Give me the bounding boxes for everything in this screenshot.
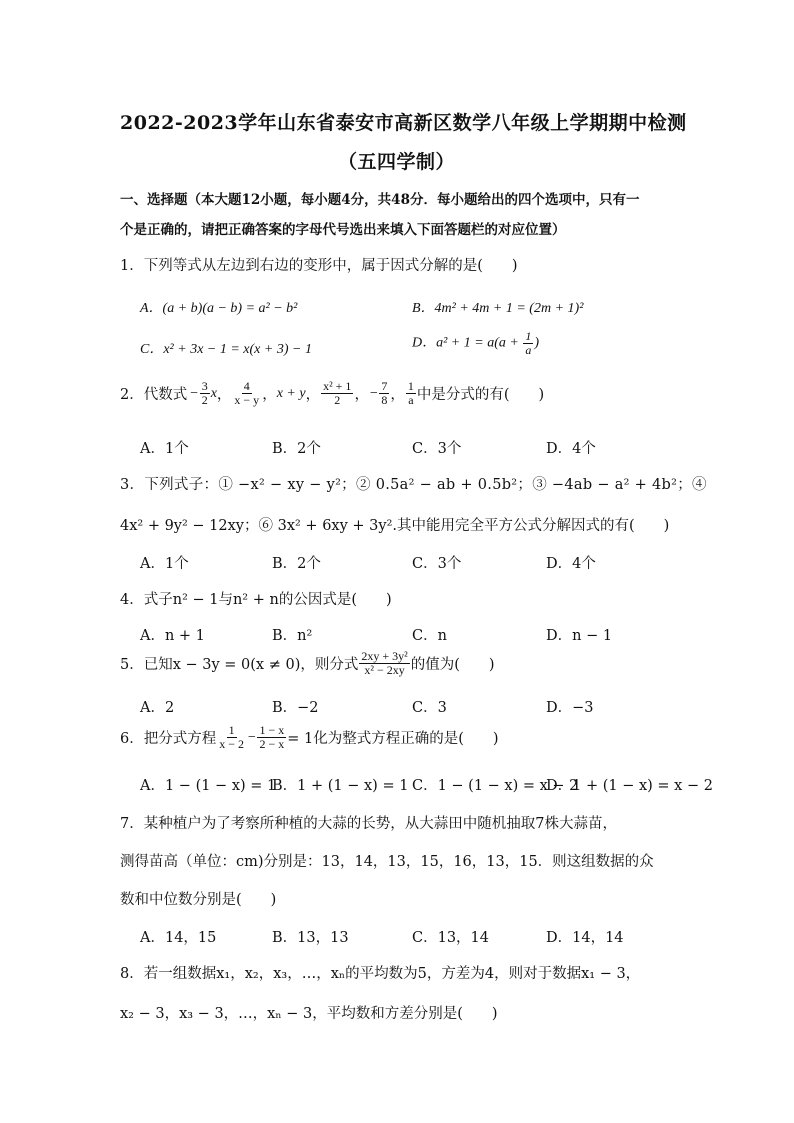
question-1-stem: 1．下列等式从左边到右边的变形中，属于因式分解的是( ) — [120, 258, 518, 274]
question-4-stem: 4．式子n² − 1与n² + n的公因式是( ) — [120, 592, 392, 608]
question-8-stem-line1: 8．若一组数据x₁，x₂，x₃，…，xₙ的平均数为5，方差为4，则对于数据x₁ − 3， — [120, 966, 641, 982]
question-5-option-a: A．2 — [140, 700, 175, 716]
question-4-option-b: B．n² — [272, 628, 313, 644]
question-6-option-d: D．1 + (1 − x) = x − 2 — [546, 778, 713, 794]
question-3-stem-line2: 4x² + 9y² − 12xy；⑥ 3x² + 6xy + 3y².其中能用完全平方公式分解因式的有( ) — [120, 518, 670, 534]
question-6-option-a: A．1 − (1 − x) = 1 — [140, 778, 277, 794]
question-5-stem: 5．已知x − 3y = 0(x ≠ 0)，则分式 $\frac{\text{2xy + 3y²}}{\text{x² − 2xy}}$ 的值为( ) — [120, 649, 495, 677]
question-2-option-b: B．2个 — [272, 441, 321, 457]
question-4-option-a: A．n + 1 — [140, 628, 205, 644]
question-7-stem-line1: 7．某种植户为了考察所种植的大蒜的长势，从大蒜田中随机抽取7株大蒜苗， — [120, 816, 617, 832]
question-1-option-a: A．(a + b)(a − b) = a² − b² — [140, 301, 298, 316]
question-7-option-a: A．14，15 — [140, 930, 217, 946]
question-3-option-a: A．1个 — [140, 556, 189, 572]
section-heading-line2: 个是正确的，请把正确答案的字母代号选出来填入下面答题栏的对应位置） — [120, 222, 566, 238]
question-4-option-c: C．n — [412, 628, 447, 644]
question-3-stem-line1: 3．下列式子：① −x² − xy − y²；② 0.5a² − ab + 0.5b²；③ −4ab − a² + 4b²；④ — [120, 477, 707, 493]
question-8-stem-line2: x₂ − 3，x₃ − 3，…，xₙ − 3，平均数和方差分别是( ) — [120, 1006, 498, 1022]
question-3-option-b: B．2个 — [272, 556, 321, 572]
question-1-option-c: C．x² + 3x − 1 = x(x + 3) − 1 — [140, 342, 312, 357]
question-1-option-b: B．4m² + 4m + 1 = (2m + 1)² — [412, 301, 584, 316]
question-4-option-d: D．n − 1 — [546, 628, 613, 644]
question-2-option-a: A．1个 — [140, 441, 189, 457]
question-5-option-b: B．−2 — [272, 700, 319, 716]
question-1-option-d: D．a² + 1 = a(a + $\frac{1}{a}$ ) — [412, 329, 539, 357]
question-2-option-d: D．4个 — [546, 441, 596, 457]
question-2-stem: 2．代数式 − $\frac{3}{2}$ x ， $\frac{4}{x - y}$ ， x + y ， $\frac{\text{x² + 1}}{2}$ ， − $\frac{7}{8}$ ， $\frac{1}{a}$ 中是分式的有( ) — [120, 379, 545, 407]
question-7-option-d: D．14，14 — [546, 930, 624, 946]
question-6-option-b: B．1 + (1 − x) = 1 — [272, 778, 409, 794]
section-heading-line1: 一、选择题（本大题12小题，每小题4分，共48分．每小题给出的四个选项中，只有一 — [120, 192, 640, 208]
question-7-option-c: C．13，14 — [412, 930, 489, 946]
page-title: 2022-2023学年山东省泰安市高新区数学八年级上学期期中检测 — [120, 112, 687, 134]
question-5-option-d: D．−3 — [546, 700, 594, 716]
question-5-option-c: C．3 — [412, 700, 447, 716]
question-7-stem-line3: 数和中位数分别是( ) — [120, 892, 277, 908]
question-7-stem-line2: 测得苗高（单位：cm)分别是：13，14，13，15，16，13，15．则这组数据的众 — [120, 854, 654, 870]
question-3-option-d: D．4个 — [546, 556, 596, 572]
question-2-option-c: C．3个 — [412, 441, 462, 457]
question-6-stem: 6．把分式方程 $\frac{1}{x - 2}$ − $\frac{1 - x}{2 - x}$ = 1化为整式方程正确的是( ) — [120, 723, 499, 751]
question-6-option-c: C．1 − (1 − x) = x − 2 — [412, 778, 579, 794]
question-3-option-c: C．3个 — [412, 556, 462, 572]
question-7-option-b: B．13，13 — [272, 930, 349, 946]
page-subtitle: （五四学制） — [338, 151, 456, 173]
